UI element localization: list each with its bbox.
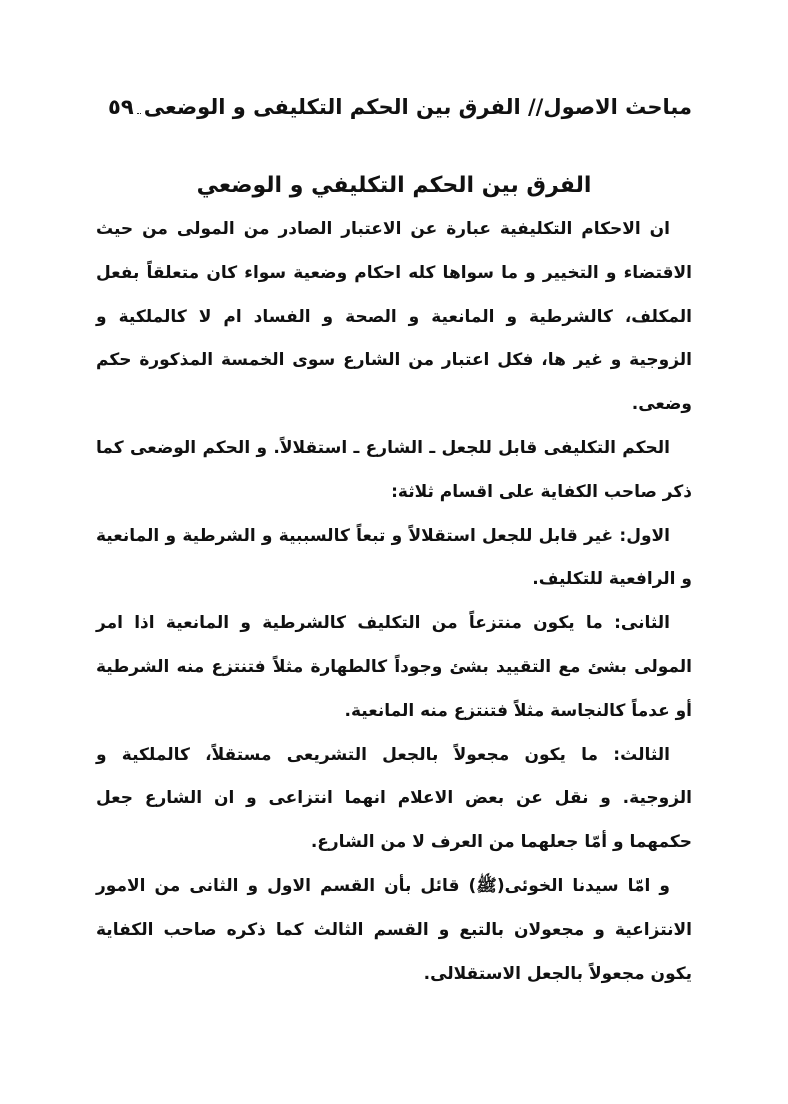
paragraph-second-division: الثانى: ما يكون منتزعاً من التكليف كالشرطية و المانعية اذا امر المولى بشئ مع التقييد بشئ وجوداً كالطهارة مثلاً فتنتزع منه الشرطية أو عدماً كالنجاسة مثلاً فتنتزع منه المانعية. [96, 613, 692, 721]
paragraph-third-division: الثالث: ما يكون مجعولاً بالجعل التشريعى مستقلاً، كالملكية و الزوجية. و نقل عن بعض الاعلام انهما انتزاعى و ان الشارع جعل حكمهما و أمّا جعلهما من العرف لا من الشارع. [96, 744, 692, 853]
paragraph-definition: ان الاحكام التكليفية عبارة عن الاعتبار الصادر من المولى من حيث الاقتضاء و التخيير و ما سواها كله احكام وضعية سواء كان متعلقاً بفعل المكلف، كالشرطية و المانعية و الصحة و الفساد ام لا كالملكية و الزوجية و غير ها، فكل اعتبار من الشارع سوى الخمسة المذكورة حكم وضعى. [96, 219, 692, 415]
paragraph-taklifi-jal: الحكم التكليفى قابل للجعل ـ الشارع ـ استقلالاً. و الحكم الوضعى كما ذكر صاحب الكفاية على اقسام ثلاثة: [96, 437, 692, 502]
body-text [96, 208, 692, 996]
paragraph-khoei-view: و امّا سيدنا الخوئى(ﷺ) قائل بأن القسم الاول و الثانى من الامور الانتزاعية و مجعولان بالتبع و القسم الثالث كما ذكره صاحب الكفاية يكون مجعولاً بالجعل الاستقلالى. [96, 875, 692, 984]
header-title: مباحث الاصول// الفرق بين الحكم التكليفى و الوضعى [143, 95, 692, 119]
paragraph-first-division: الاول: غير قابل للجعل استقلالاً و تبعاً كالسببية و الشرطية و المانعية و الرافعية للتكليف. [96, 525, 692, 590]
section-title: الفرق بين الحكم التكليفي و الوضعي [196, 173, 592, 198]
page-number: ٥٩ [108, 95, 134, 119]
header-dotted-leader [137, 112, 141, 114]
running-header [108, 78, 692, 122]
